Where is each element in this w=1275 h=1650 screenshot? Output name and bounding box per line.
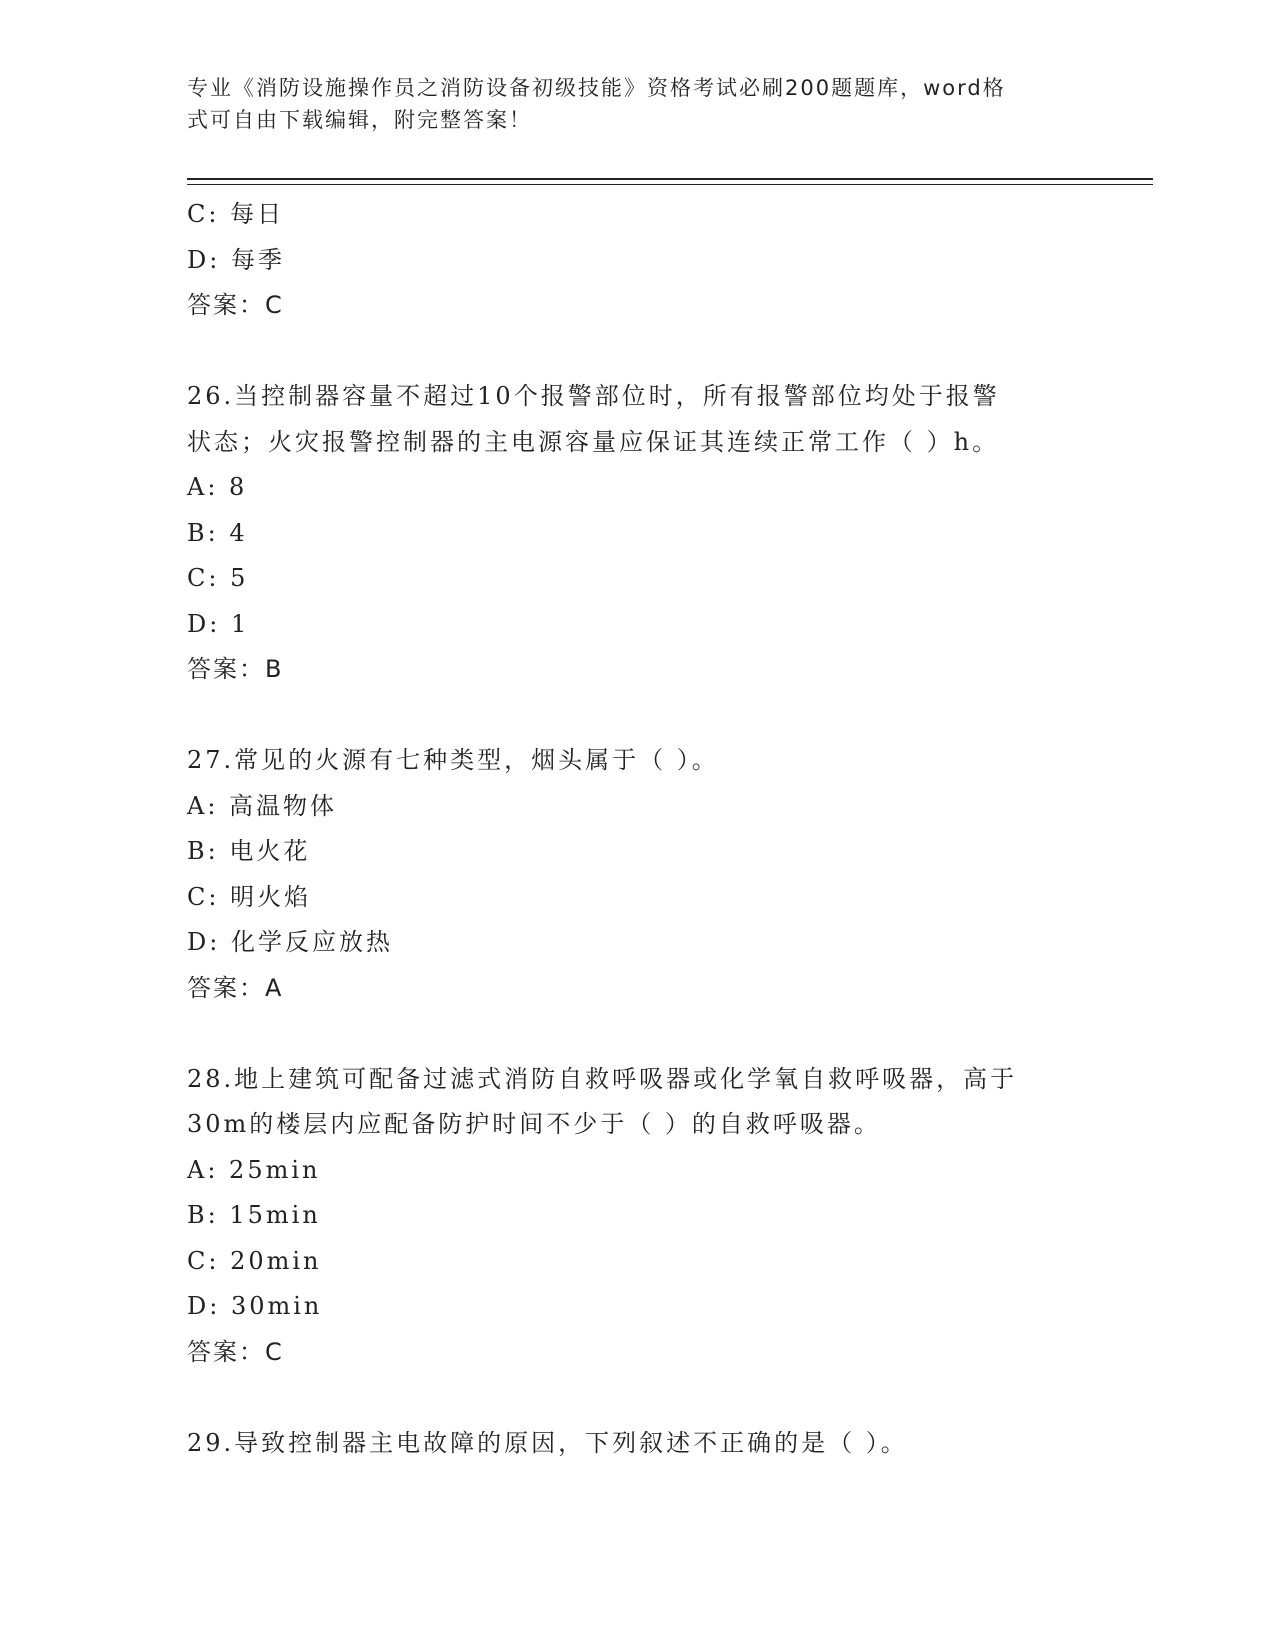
option-c: C: 明火焰: [187, 882, 312, 911]
option-d: D: 每季: [187, 245, 285, 274]
answer-text: 答案：C: [187, 1337, 284, 1366]
option-b: B: 4: [187, 518, 248, 547]
question-25: [187, 192, 1087, 329]
question-26: [187, 374, 1087, 693]
question-28: [187, 1057, 1087, 1376]
question-stem-line-2: 状态；火灾报警控制器的主电源容量应保证其连续正常工作（ ）h。: [187, 427, 1000, 456]
answer-text: 答案：A: [187, 973, 284, 1002]
option-a: A: 25min: [187, 1155, 321, 1184]
answer-text: 答案：C: [187, 291, 284, 319]
question-29: [187, 1421, 1087, 1467]
document-header: [187, 72, 1067, 136]
option-b: B: 15min: [187, 1201, 321, 1229]
option-c: C: 5: [187, 564, 249, 592]
option-c: C: 每日: [187, 200, 285, 228]
answer-text: 答案：B: [187, 655, 284, 683]
header-line-1: 专业《消防设施操作员之消防设备初级技能》资格考试必刷200题题库，word格: [187, 76, 1006, 100]
option-a: A: 高温物体: [187, 791, 338, 820]
option-a: A: 8: [187, 473, 248, 501]
option-d: D: 30min: [187, 1292, 323, 1320]
option-d: D: 化学反应放热: [187, 928, 393, 956]
header-line-2: 式可自由下载编辑，附完整答案！: [187, 108, 532, 132]
header-divider-thin: [187, 184, 1153, 185]
question-27: [187, 738, 1087, 1011]
question-stem-line-1: 28.地上建筑可配备过滤式消防自救呼吸器或化学氧自救呼吸器，高于: [187, 1064, 1018, 1093]
question-content: [187, 192, 1087, 1466]
question-stem-line-1: 26.当控制器容量不超过10个报警部位时，所有报警部位均处于报警: [187, 382, 1000, 410]
header-divider-thick: [187, 178, 1153, 180]
question-stem-line-1: 29.导致控制器主电故障的原因，下列叙述不正确的是（ ）。: [187, 1428, 908, 1457]
question-stem-line-2: 30m的楼层内应配备防护时间不少于（ ）的自救呼吸器。: [187, 1110, 881, 1138]
option-d: D: 1: [187, 609, 250, 638]
option-c: C: 20min: [187, 1246, 322, 1275]
option-b: B: 电火花: [187, 837, 311, 865]
question-stem-line-1: 27.常见的火源有七种类型，烟头属于（ ）。: [187, 746, 719, 774]
